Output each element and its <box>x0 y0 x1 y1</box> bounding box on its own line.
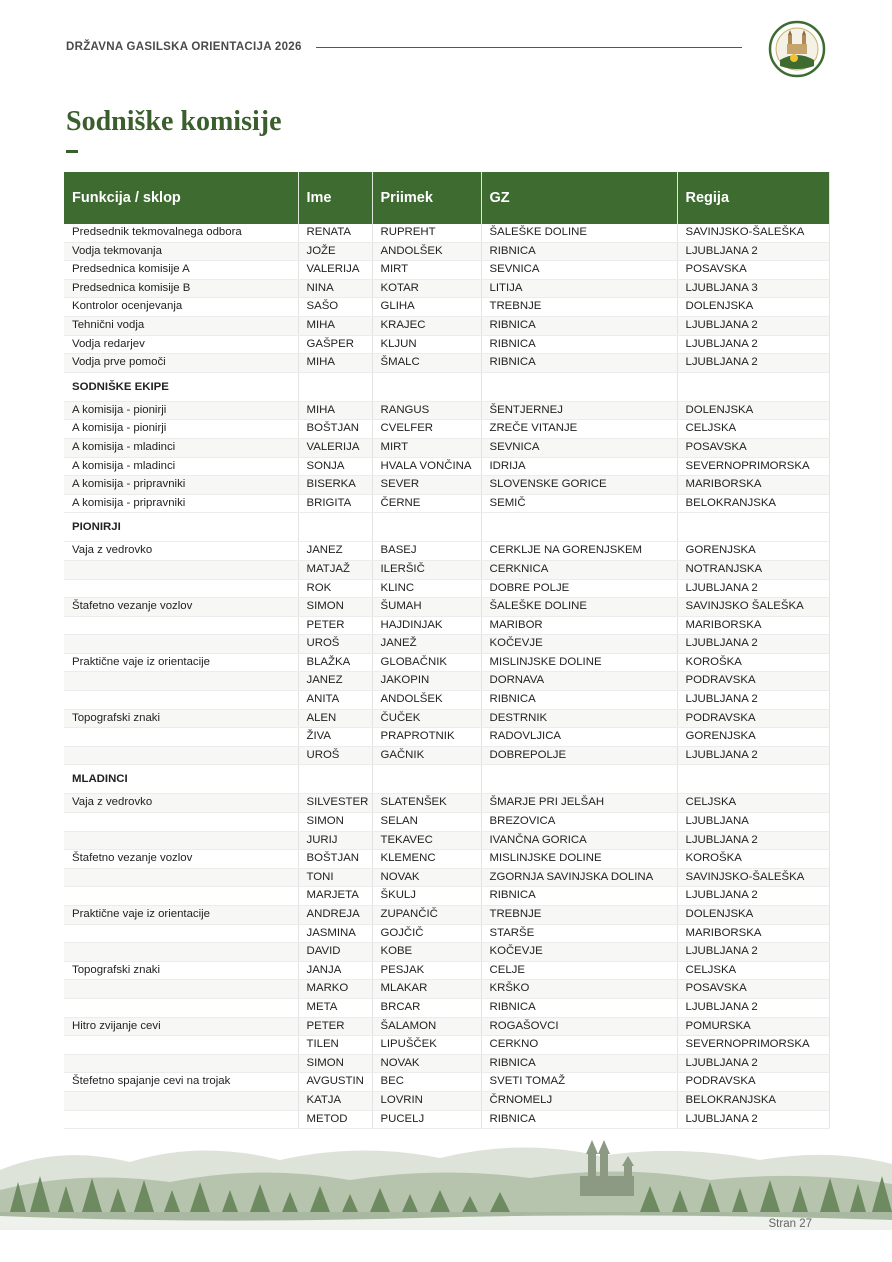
table-row <box>64 709 829 728</box>
table-cell: IVANČNA GORICA <box>481 831 677 850</box>
table-cell <box>64 672 298 691</box>
table-cell <box>64 813 298 832</box>
table-cell: LJUBLJANA 2 <box>677 354 829 373</box>
table-cell <box>64 980 298 999</box>
table-cell: BLAŽKA <box>298 653 372 672</box>
table-cell: Vodja prve pomoči <box>64 354 298 373</box>
table-row <box>64 438 829 457</box>
table-cell: DAVID <box>298 943 372 962</box>
table-cell <box>298 765 372 794</box>
table-cell: GLOBAČNIK <box>372 653 481 672</box>
table-cell: Tehnični vodja <box>64 316 298 335</box>
table-cell: GAŠPER <box>298 335 372 354</box>
table-cell: GLIHA <box>372 298 481 317</box>
table-cell: LITIJA <box>481 279 677 298</box>
table-cell: RIBNICA <box>481 1110 677 1129</box>
table-cell: POSAVSKA <box>677 261 829 280</box>
table-cell <box>64 691 298 710</box>
table-cell: LJUBLJANA 2 <box>677 1054 829 1073</box>
table-row <box>64 813 829 832</box>
column-header: Ime <box>298 172 372 224</box>
table-cell <box>64 728 298 747</box>
table-cell <box>64 998 298 1017</box>
table-cell: RANGUS <box>372 401 481 420</box>
table-cell: NOVAK <box>372 868 481 887</box>
table-cell: IDRIJA <box>481 457 677 476</box>
table-cell <box>64 831 298 850</box>
table-cell: ŠALAMON <box>372 1017 481 1036</box>
table-cell: PODRAVSKA <box>677 709 829 728</box>
header-divider <box>316 47 742 48</box>
table-cell: UROŠ <box>298 746 372 765</box>
table-cell: JANEZ <box>298 672 372 691</box>
table-cell: RIBNICA <box>481 242 677 261</box>
table-cell <box>64 616 298 635</box>
table-row <box>64 335 829 354</box>
table-cell <box>677 372 829 401</box>
table-cell: ČUČEK <box>372 709 481 728</box>
table-row <box>64 850 829 869</box>
table-cell: PRAPROTNIK <box>372 728 481 747</box>
table-cell: ROGAŠOVCI <box>481 1017 677 1036</box>
table-cell: RIBNICA <box>481 316 677 335</box>
table-cell: JANEŽ <box>372 635 481 654</box>
table-cell: A komisija - pionirji <box>64 401 298 420</box>
table-cell: ILERŠIČ <box>372 560 481 579</box>
table-row <box>64 691 829 710</box>
table-cell: BRCAR <box>372 998 481 1017</box>
table-cell: ŠALEŠKE DOLINE <box>481 224 677 242</box>
table-cell: ZREČE VITANJE <box>481 420 677 439</box>
table-cell: SIMON <box>298 598 372 617</box>
table-row <box>64 1091 829 1110</box>
table-cell: STARŠE <box>481 924 677 943</box>
table-cell: META <box>298 998 372 1017</box>
table-cell: SAVINJSKO-ŠALEŠKA <box>677 868 829 887</box>
table-cell: Vodja redarjev <box>64 335 298 354</box>
table-cell: MARKO <box>298 980 372 999</box>
table-row <box>64 279 829 298</box>
table-cell: ŠMARJE PRI JELŠAH <box>481 794 677 813</box>
table-cell: NINA <box>298 279 372 298</box>
table-cell: POSAVSKA <box>677 438 829 457</box>
table-cell: SILVESTER <box>298 794 372 813</box>
table-cell: ŽIVA <box>298 728 372 747</box>
table-cell: KOČEVJE <box>481 635 677 654</box>
table-cell: SAVINJSKO-ŠALEŠKA <box>677 224 829 242</box>
table-row <box>64 887 829 906</box>
table-cell: KLINC <box>372 579 481 598</box>
table-row <box>64 298 829 317</box>
table-cell: LJUBLJANA <box>677 813 829 832</box>
table-cell: JAKOPIN <box>372 672 481 691</box>
table-cell: DOLENJSKA <box>677 906 829 925</box>
title-underline <box>66 150 78 153</box>
table-cell: MLAKAR <box>372 980 481 999</box>
table-cell <box>64 1054 298 1073</box>
table-cell: LJUBLJANA 2 <box>677 831 829 850</box>
table-row <box>64 924 829 943</box>
table-cell: UROŠ <box>298 635 372 654</box>
table-cell: LOVRIN <box>372 1091 481 1110</box>
table-row <box>64 653 829 672</box>
table-cell: SEVNICA <box>481 438 677 457</box>
table-cell <box>64 579 298 598</box>
table-cell: Predsednik tekmovalnega odbora <box>64 224 298 242</box>
table-cell: ANITA <box>298 691 372 710</box>
table-row <box>64 542 829 561</box>
table-cell <box>64 868 298 887</box>
table-cell: RIBNICA <box>481 1054 677 1073</box>
table-cell: RIBNICA <box>481 998 677 1017</box>
section-row <box>64 513 829 542</box>
table-row <box>64 242 829 261</box>
table-cell: KRAJEC <box>372 316 481 335</box>
commission-table <box>64 172 830 1129</box>
table-row <box>64 672 829 691</box>
table-cell: KOBE <box>372 943 481 962</box>
table-cell: JURIJ <box>298 831 372 850</box>
table-cell: MIHA <box>298 401 372 420</box>
table-cell: Kontrolor ocenjevanja <box>64 298 298 317</box>
table-cell: JANJA <box>298 961 372 980</box>
table-cell: CERKNO <box>481 1036 677 1055</box>
table-cell <box>677 513 829 542</box>
table-cell: CVELFER <box>372 420 481 439</box>
table-cell: HVALA VONČINA <box>372 457 481 476</box>
table-cell: BISERKA <box>298 476 372 495</box>
table-cell: KATJA <box>298 1091 372 1110</box>
table-cell: PETER <box>298 616 372 635</box>
table-cell: JASMINA <box>298 924 372 943</box>
table-cell: RENATA <box>298 224 372 242</box>
page-number: Stran 27 <box>768 1218 812 1230</box>
table-cell <box>298 372 372 401</box>
table-cell: GOJČIČ <box>372 924 481 943</box>
table-row <box>64 261 829 280</box>
table-cell: DOBREPOLJE <box>481 746 677 765</box>
table-cell: MARIBOR <box>481 616 677 635</box>
table-cell: VALERIJA <box>298 438 372 457</box>
table-cell: PETER <box>298 1017 372 1036</box>
table-cell: LJUBLJANA 2 <box>677 1110 829 1129</box>
table-cell: RADOVLJICA <box>481 728 677 747</box>
table-cell: DOLENJSKA <box>677 401 829 420</box>
table-row <box>64 354 829 373</box>
table-cell: SIMON <box>298 1054 372 1073</box>
table-cell: NOVAK <box>372 1054 481 1073</box>
table-cell: BEC <box>372 1073 481 1092</box>
table-cell: LJUBLJANA 2 <box>677 887 829 906</box>
column-header: GZ <box>481 172 677 224</box>
table-cell: SEVER <box>372 476 481 495</box>
table-row <box>64 1036 829 1055</box>
table-cell <box>64 943 298 962</box>
table-row <box>64 401 829 420</box>
emblem-logo-icon <box>768 20 826 78</box>
column-header: Funkcija / sklop <box>64 172 298 224</box>
table-cell: BOŠTJAN <box>298 420 372 439</box>
table-cell <box>677 765 829 794</box>
table-cell: DOLENJSKA <box>677 298 829 317</box>
table-cell: ANDREJA <box>298 906 372 925</box>
table-cell: A komisija - mladinci <box>64 438 298 457</box>
column-header: Regija <box>677 172 829 224</box>
table-row <box>64 494 829 513</box>
table-cell: LJUBLJANA 2 <box>677 691 829 710</box>
table-cell: MIHA <box>298 316 372 335</box>
table-cell: ALEN <box>298 709 372 728</box>
table-cell: LJUBLJANA 2 <box>677 316 829 335</box>
table-cell: MIRT <box>372 261 481 280</box>
table-cell: HAJDINJAK <box>372 616 481 635</box>
table-cell: RIBNICA <box>481 691 677 710</box>
table-row <box>64 943 829 962</box>
table-cell: CELJSKA <box>677 420 829 439</box>
table-cell: TEKAVEC <box>372 831 481 850</box>
table-cell <box>64 1091 298 1110</box>
table-cell: PODRAVSKA <box>677 1073 829 1092</box>
table-cell <box>64 560 298 579</box>
table-cell: KOROŠKA <box>677 653 829 672</box>
table-cell: JOŽE <box>298 242 372 261</box>
table-cell: Hitro zvijanje cevi <box>64 1017 298 1036</box>
table-cell: KOROŠKA <box>677 850 829 869</box>
table-cell: KLEMENC <box>372 850 481 869</box>
table-cell: Štefetno spajanje cevi na trojak <box>64 1073 298 1092</box>
section-label: PIONIRJI <box>64 513 298 542</box>
table-row <box>64 746 829 765</box>
table-cell: SVETI TOMAŽ <box>481 1073 677 1092</box>
table-cell <box>372 513 481 542</box>
table-cell: JANEZ <box>298 542 372 561</box>
table-cell: ŠMALC <box>372 354 481 373</box>
table-cell: CERKLJE NA GORENJSKEM <box>481 542 677 561</box>
table-cell: Vaja z vedrovko <box>64 794 298 813</box>
table-cell <box>481 765 677 794</box>
table-row <box>64 224 829 242</box>
table-cell: LJUBLJANA 2 <box>677 746 829 765</box>
section-label: SODNIŠKE EKIPE <box>64 372 298 401</box>
table-cell: CELJSKA <box>677 961 829 980</box>
column-header: Priimek <box>372 172 481 224</box>
table-cell: SEVERNOPRIMORSKA <box>677 457 829 476</box>
table-row <box>64 1054 829 1073</box>
table-cell: Vaja z vedrovko <box>64 542 298 561</box>
table-row <box>64 560 829 579</box>
table-cell: RIBNICA <box>481 335 677 354</box>
table-cell: ZGORNJA SAVINJSKA DOLINA <box>481 868 677 887</box>
table-cell: Predsednica komisije B <box>64 279 298 298</box>
table-cell: BRIGITA <box>298 494 372 513</box>
table-cell: ČERNE <box>372 494 481 513</box>
table-cell: Praktične vaje iz orientacije <box>64 906 298 925</box>
table-cell: SAVINJSKO ŠALEŠKA <box>677 598 829 617</box>
table-row <box>64 1017 829 1036</box>
table-row <box>64 831 829 850</box>
table-cell: LIPUŠČEK <box>372 1036 481 1055</box>
table-cell: DESTRNIK <box>481 709 677 728</box>
table-cell: MARJETA <box>298 887 372 906</box>
table-cell: SONJA <box>298 457 372 476</box>
table-cell: MARIBORSKA <box>677 924 829 943</box>
table-cell: LJUBLJANA 2 <box>677 579 829 598</box>
table-cell: TREBNJE <box>481 906 677 925</box>
table-row <box>64 906 829 925</box>
table-row <box>64 1073 829 1092</box>
page-title: Sodniške komisije <box>66 106 282 137</box>
table-cell: MISLINJSKE DOLINE <box>481 653 677 672</box>
table-cell: TILEN <box>298 1036 372 1055</box>
table-cell: SELAN <box>372 813 481 832</box>
table-cell: ZUPANČIČ <box>372 906 481 925</box>
table-cell: RIBNICA <box>481 354 677 373</box>
forest-landscape-icon <box>0 1120 892 1230</box>
table-cell: SAŠO <box>298 298 372 317</box>
table-cell: SEMIČ <box>481 494 677 513</box>
table-cell: MATJAŽ <box>298 560 372 579</box>
table-cell <box>481 372 677 401</box>
table-cell: POMURSKA <box>677 1017 829 1036</box>
table-row <box>64 980 829 999</box>
table-cell: Štafetno vezanje vozlov <box>64 850 298 869</box>
table-cell: CELJSKA <box>677 794 829 813</box>
table-row <box>64 961 829 980</box>
table-cell: Vodja tekmovanja <box>64 242 298 261</box>
table-cell: Topografski znaki <box>64 709 298 728</box>
table-cell: CERKNICA <box>481 560 677 579</box>
table-row <box>64 998 829 1017</box>
table-cell: CELJE <box>481 961 677 980</box>
table-cell: A komisija - mladinci <box>64 457 298 476</box>
table-cell: GAČNIK <box>372 746 481 765</box>
table-cell <box>64 1036 298 1055</box>
table-cell: LJUBLJANA 2 <box>677 998 829 1017</box>
table-cell: MARIBORSKA <box>677 476 829 495</box>
table-cell: LJUBLJANA 2 <box>677 335 829 354</box>
table-cell: BREZOVICA <box>481 813 677 832</box>
table-cell <box>64 887 298 906</box>
table-cell: Topografski znaki <box>64 961 298 980</box>
table-cell: AVGUSTIN <box>298 1073 372 1092</box>
table-row <box>64 728 829 747</box>
table-row <box>64 579 829 598</box>
table-body <box>64 224 829 1129</box>
table-cell: ŠUMAH <box>372 598 481 617</box>
table-cell: SLOVENSKE GORICE <box>481 476 677 495</box>
table-cell: SLATENŠEK <box>372 794 481 813</box>
table-row <box>64 420 829 439</box>
table-cell: Štafetno vezanje vozlov <box>64 598 298 617</box>
table-cell <box>64 746 298 765</box>
table-cell: SEVERNOPRIMORSKA <box>677 1036 829 1055</box>
table-cell: LJUBLJANA 3 <box>677 279 829 298</box>
table-cell: Praktične vaje iz orientacije <box>64 653 298 672</box>
table-cell: A komisija - pripravniki <box>64 494 298 513</box>
table-cell: LJUBLJANA 2 <box>677 635 829 654</box>
table-header-row <box>64 172 829 224</box>
table-cell: KOČEVJE <box>481 943 677 962</box>
table-row <box>64 868 829 887</box>
table-row <box>64 635 829 654</box>
table-cell: ČRNOMELJ <box>481 1091 677 1110</box>
table-cell: PESJAK <box>372 961 481 980</box>
table-cell: ANDOLŠEK <box>372 242 481 261</box>
table-cell: KRŠKO <box>481 980 677 999</box>
table-cell: A komisija - pionirji <box>64 420 298 439</box>
table-cell: MARIBORSKA <box>677 616 829 635</box>
table-cell: VALERIJA <box>298 261 372 280</box>
table-cell: DORNAVA <box>481 672 677 691</box>
table-cell: GORENJSKA <box>677 728 829 747</box>
table-cell: RUPREHT <box>372 224 481 242</box>
table-row <box>64 457 829 476</box>
table-cell: BELOKRANJSKA <box>677 1091 829 1110</box>
table-cell: ŠALEŠKE DOLINE <box>481 598 677 617</box>
table-cell: KLJUN <box>372 335 481 354</box>
table-cell: PUCELJ <box>372 1110 481 1129</box>
table-cell: PODRAVSKA <box>677 672 829 691</box>
table-cell: ŠKULJ <box>372 887 481 906</box>
table-row <box>64 476 829 495</box>
section-row <box>64 765 829 794</box>
table-cell: SIMON <box>298 813 372 832</box>
table-cell <box>298 513 372 542</box>
table-cell: ANDOLŠEK <box>372 691 481 710</box>
header-title: DRŽAVNA GASILSKA ORIENTACIJA 2026 <box>66 41 302 53</box>
table-cell: ŠENTJERNEJ <box>481 401 677 420</box>
table-cell: GORENJSKA <box>677 542 829 561</box>
table-cell: SEVNICA <box>481 261 677 280</box>
table-cell: TONI <box>298 868 372 887</box>
table-cell: BELOKRANJSKA <box>677 494 829 513</box>
table-cell <box>481 513 677 542</box>
table-cell: LJUBLJANA 2 <box>677 943 829 962</box>
table-cell: BOŠTJAN <box>298 850 372 869</box>
table-row <box>64 794 829 813</box>
section-label: MLADINCI <box>64 765 298 794</box>
table-cell: Predsednica komisije A <box>64 261 298 280</box>
table-cell: A komisija - pripravniki <box>64 476 298 495</box>
table-cell: RIBNICA <box>481 887 677 906</box>
table-cell: TREBNJE <box>481 298 677 317</box>
table-cell: KOTAR <box>372 279 481 298</box>
table-cell: NOTRANJSKA <box>677 560 829 579</box>
section-row <box>64 372 829 401</box>
table-cell: METOD <box>298 1110 372 1129</box>
table-cell: POSAVSKA <box>677 980 829 999</box>
table-cell <box>372 372 481 401</box>
table-cell: MIRT <box>372 438 481 457</box>
table-cell <box>64 924 298 943</box>
table-cell: DOBRE POLJE <box>481 579 677 598</box>
table-row <box>64 598 829 617</box>
table-cell <box>64 635 298 654</box>
table-cell: MIHA <box>298 354 372 373</box>
table-cell: LJUBLJANA 2 <box>677 242 829 261</box>
table-cell: ROK <box>298 579 372 598</box>
table-cell: MISLINJSKE DOLINE <box>481 850 677 869</box>
table-cell <box>372 765 481 794</box>
table-cell: BASEJ <box>372 542 481 561</box>
table-row <box>64 316 829 335</box>
table-row <box>64 616 829 635</box>
